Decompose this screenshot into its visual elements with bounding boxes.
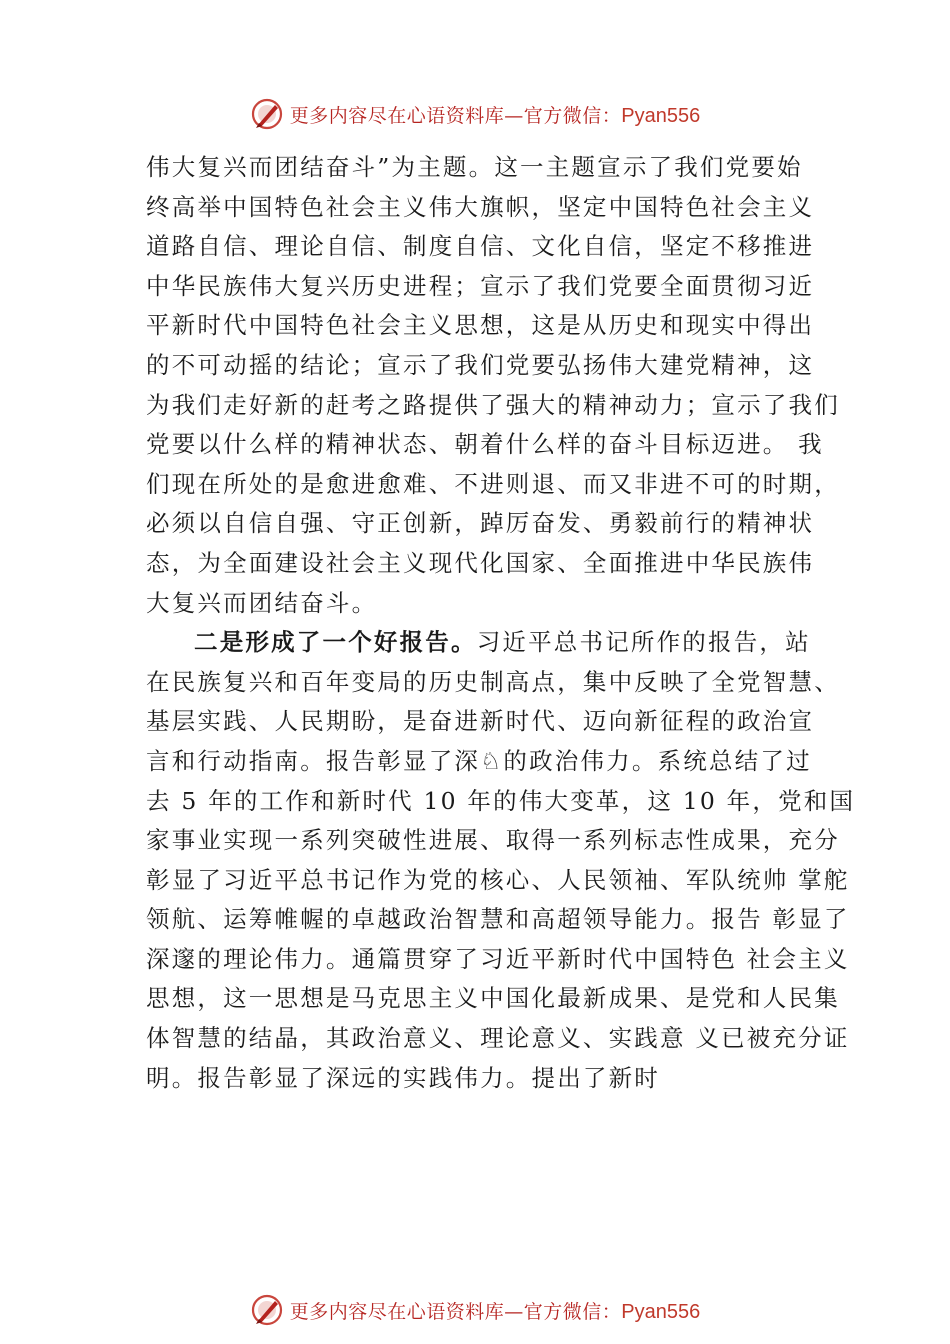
text-line: 言和行动指南。报告彰显了深♘的政治伟力。系统总结了过 — [146, 746, 812, 775]
text-line: 体智慧的结晶，其政治意义、理论意义、实践意 义已被充分证 — [146, 1024, 850, 1053]
text-line: 伟大复兴而团结奋斗”为主题。这一主题宣示了我们党要始 — [146, 153, 803, 181]
text-line: 的不可动摇的结论；宣示了我们党要弘扬伟大建党精神，这 — [146, 350, 815, 379]
footer-banner-separator: — — [504, 1300, 524, 1323]
text-line: 基层实践、人民期盼，是奋进新时代、迈向新征程的政治宣 — [146, 707, 815, 736]
header-banner-slogan: 更多内容尽在心语资料库 — [289, 104, 505, 127]
text-line: 中华民族伟大复兴历史进程；宣示了我们党要全面贯彻习近 — [146, 271, 815, 300]
paragraph-2-first-line — [146, 623, 836, 663]
header-banner-inner — [250, 97, 701, 131]
paragraph-2-first-rest: 习近平总书记所作的报告，站 — [476, 628, 811, 657]
text-line: 们现在所处的是愈进愈难、不进则退、而又非进不可的时期， — [146, 469, 840, 498]
text-line: 思想，这一思想是马克思主义中国化最新成果、是党和人民集 — [146, 984, 840, 1013]
document-body — [146, 148, 856, 1098]
text-line: 平新时代中国特色社会主义思想，这是从历史和现实中得出 — [146, 311, 815, 340]
header-banner-separator: — — [504, 104, 524, 127]
text-line: 家事业实现一系列突破性进展、取得一系列标志性成果，充分 — [146, 826, 840, 855]
text-line: 党要以什么样的精神状态、朝着什么样的奋斗目标迈进。 我 — [146, 430, 824, 459]
text-line: 彰显了习近平总书记作为党的核心、人民领袖、军队统帅 掌舵 — [146, 865, 850, 894]
text-line: 深邃的理论伟力。通篇贯穿了习近平新时代中国特色 社会主义 — [146, 944, 850, 973]
footer-banner-slogan: 更多内容尽在心语资料库 — [289, 1300, 505, 1323]
footer-wechat-id: Pyan556 — [621, 1300, 701, 1323]
text-line: 去 5 年的工作和新时代 10 年的伟大变革，这 10 年，党和国 — [146, 786, 856, 815]
pen-logo-icon — [250, 97, 284, 131]
paragraph-2-lead: 二是形成了一个好报告。 — [194, 628, 477, 657]
text-line: 终高举中国特色社会主义伟大旗帜，坚定中国特色社会主义 — [146, 192, 815, 221]
pen-logo-icon — [250, 1293, 284, 1327]
footer-wechat-label: 官方微信： — [523, 1300, 622, 1323]
header-banner-text — [290, 101, 701, 128]
footer-banner-text — [290, 1297, 701, 1324]
text-line: 大复兴而团结奋斗。 — [146, 588, 378, 617]
text-line: 道路自信、理论自信、制度自信、文化自信，坚定不移推进 — [146, 232, 815, 261]
text-line: 为我们走好新的赶考之路提供了强大的精神动力；宣示了我们 — [146, 390, 840, 419]
text-line: 在民族复兴和百年变局的历史制高点，集中反映了全党智慧、 — [146, 667, 840, 696]
text-line: 态，为全面建设社会主义现代化国家、全面推进中华民族伟 — [146, 548, 815, 577]
text-line: 明。报告彰显了深远的实践伟力。提出了新时 — [146, 1063, 660, 1092]
text-line: 领航、运筹帷幄的卓越政治智慧和高超领导能力。报告 彰显了 — [146, 905, 850, 934]
footer-banner — [0, 1290, 950, 1330]
header-banner — [0, 94, 950, 134]
header-wechat-id: Pyan556 — [621, 104, 701, 127]
text-line: 必须以自信自强、守正创新，踔厉奋发、勇毅前行的精神状 — [146, 509, 815, 538]
footer-banner-inner — [250, 1293, 701, 1327]
header-wechat-label: 官方微信： — [523, 104, 622, 127]
